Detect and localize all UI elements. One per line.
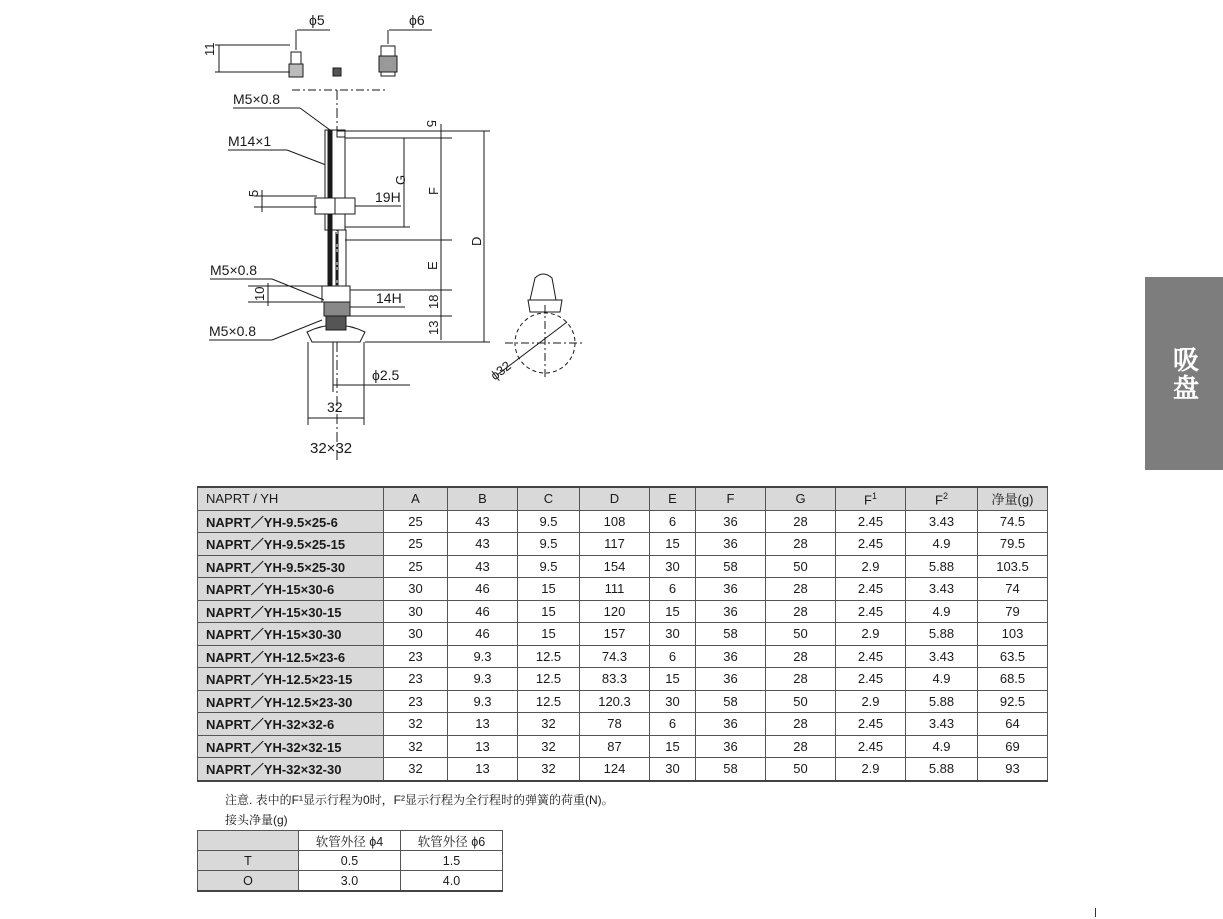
table-cell: 43 (448, 555, 518, 578)
table-cell: 46 (448, 600, 518, 623)
table-cell: 23 (384, 690, 448, 713)
drawing-caption: 32×32 (310, 440, 353, 457)
joint-header-phi6: 软管外径 ϕ6 (401, 831, 503, 851)
table-cell: 79.5 (978, 533, 1048, 556)
table-cell: 50 (766, 555, 836, 578)
table-cell: 43 (448, 510, 518, 533)
joint-weight-table (197, 830, 503, 892)
table-row (198, 758, 1048, 781)
joint-cell: 3.0 (299, 871, 401, 892)
table-cell: 92.5 (978, 690, 1048, 713)
table-cell: 30 (650, 623, 696, 646)
table-cell: 30 (650, 758, 696, 781)
table-cell: 78 (580, 713, 650, 736)
label-32: 32 (327, 399, 343, 415)
table-cell: 58 (696, 758, 766, 781)
model-name-cell: NAPRT／YH-15×30-30 (198, 623, 384, 646)
header-e: E (650, 487, 696, 510)
table-cell: 30 (650, 555, 696, 578)
table-cell: 50 (766, 758, 836, 781)
table-cell: 30 (650, 690, 696, 713)
table-cell: 15 (518, 578, 580, 601)
table-cell: 9.3 (448, 690, 518, 713)
table-cell: 25 (384, 555, 448, 578)
table-cell: 74.5 (978, 510, 1048, 533)
table-cell: 36 (696, 645, 766, 668)
header-b: B (448, 487, 518, 510)
model-name-cell: NAPRT／YH-32×32-15 (198, 735, 384, 758)
table-row (198, 533, 1048, 556)
table-cell: 154 (580, 555, 650, 578)
label-phi6: ϕ6 (409, 12, 425, 28)
table-cell: 2.45 (836, 578, 906, 601)
header-a: A (384, 487, 448, 510)
table-cell: 3.43 (906, 645, 978, 668)
joint-header-blank (198, 831, 299, 851)
table-cell: 5.88 (906, 758, 978, 781)
table-row (198, 851, 503, 871)
table-cell: 15 (650, 668, 696, 691)
table-row (198, 555, 1048, 578)
header-c: C (518, 487, 580, 510)
header-model: NAPRT / YH (198, 487, 384, 510)
table-header-row (198, 487, 1048, 510)
label-f: F (426, 187, 441, 195)
table-cell: 4.9 (906, 735, 978, 758)
table-cell: 3.43 (906, 713, 978, 736)
table-cell: 4.9 (906, 668, 978, 691)
table-cell: 2.9 (836, 623, 906, 646)
label-phi32: ϕ32 (487, 357, 514, 384)
table-cell: 50 (766, 623, 836, 646)
joint-cell: 4.0 (401, 871, 503, 892)
table-row (198, 645, 1048, 668)
label-phi25: ϕ2.5 (372, 367, 400, 383)
table-cell: 36 (696, 510, 766, 533)
table-cell: 58 (696, 623, 766, 646)
table-cell: 2.45 (836, 533, 906, 556)
fitting-phi6 (379, 30, 397, 76)
table-cell: 6 (650, 713, 696, 736)
table-cell: 9.5 (518, 533, 580, 556)
table-cell: 103 (978, 623, 1048, 646)
table-cell: 2.45 (836, 735, 906, 758)
table-cell: 9.5 (518, 510, 580, 533)
table-cell: 2.45 (836, 600, 906, 623)
model-name-cell: NAPRT／YH-12.5×23-30 (198, 690, 384, 713)
table-cell: 64 (978, 713, 1048, 736)
side-tab-suction-cup (1145, 277, 1223, 470)
table-cell: 13 (448, 713, 518, 736)
table-cell: 103.5 (978, 555, 1048, 578)
table-cell: 23 (384, 668, 448, 691)
table-cell: 36 (696, 578, 766, 601)
table-cell: 28 (766, 645, 836, 668)
joint-header-phi4: 软管外径 ϕ4 (299, 831, 401, 851)
label-14h: 14H (376, 290, 402, 306)
table-cell: 30 (384, 623, 448, 646)
table-cell: 12.5 (518, 668, 580, 691)
table-cell: 4.9 (906, 533, 978, 556)
table-cell: 12.5 (518, 690, 580, 713)
table-cell: 36 (696, 600, 766, 623)
table-cell: 79 (978, 600, 1048, 623)
label-5-top: 5 (424, 120, 439, 128)
header-g: G (766, 487, 836, 510)
table-cell: 23 (384, 645, 448, 668)
label-e: E (425, 261, 440, 270)
cup-side-view (497, 274, 585, 380)
header-d: D (580, 487, 650, 510)
table-cell: 157 (580, 623, 650, 646)
table-cell: 12.5 (518, 645, 580, 668)
model-name-cell: NAPRT／YH-32×32-30 (198, 758, 384, 781)
page-marker (1095, 908, 1096, 917)
table-cell: 28 (766, 533, 836, 556)
table-row (198, 690, 1048, 713)
joint-header-row (198, 831, 503, 851)
model-name-cell: NAPRT／YH-12.5×23-15 (198, 668, 384, 691)
header-f2: $F^2$ (906, 487, 978, 510)
table-cell: 2.45 (836, 645, 906, 668)
table-cell: 43 (448, 533, 518, 556)
table-cell: 2.9 (836, 758, 906, 781)
label-10: 10 (252, 286, 267, 301)
table-row (198, 600, 1048, 623)
table-cell: 13 (448, 758, 518, 781)
table-cell: 28 (766, 510, 836, 533)
table-cell: 36 (696, 713, 766, 736)
label-18: 18 (426, 294, 441, 309)
table-cell: 111 (580, 578, 650, 601)
stud-body (307, 130, 365, 342)
table-cell: 32 (518, 758, 580, 781)
table-cell: 108 (580, 510, 650, 533)
table-cell: 87 (580, 735, 650, 758)
label-d: D (469, 236, 484, 246)
table-cell: 2.9 (836, 555, 906, 578)
label-m5-bottom: M5×0.8 (209, 323, 257, 339)
table-cell: 25 (384, 533, 448, 556)
table-row (198, 510, 1048, 533)
table-cell: 36 (696, 735, 766, 758)
table-cell: 2.45 (836, 510, 906, 533)
table-cell: 6 (650, 510, 696, 533)
joint-weight-title: 接头净量(g) (225, 813, 288, 827)
table-cell: 120 (580, 600, 650, 623)
table-cell: 15 (518, 600, 580, 623)
label-5-left: 5 (246, 189, 261, 197)
model-name-cell: NAPRT／YH-9.5×25-30 (198, 555, 384, 578)
header-weight: 净量(g) (978, 487, 1048, 510)
table-cell: 68.5 (978, 668, 1048, 691)
table-cell: 5.88 (906, 555, 978, 578)
technical-drawing (0, 0, 700, 470)
table-cell: 63.5 (978, 645, 1048, 668)
table-row (198, 578, 1048, 601)
side-tab-label: 吸盘 (1168, 345, 1199, 402)
label-11: 11 (202, 42, 217, 56)
table-cell: 9.3 (448, 645, 518, 668)
table-cell: 32 (384, 758, 448, 781)
table-cell: 30 (384, 600, 448, 623)
fitting-phi5 (289, 30, 303, 77)
label-19h: 19H (375, 189, 401, 205)
table-cell: 32 (384, 735, 448, 758)
model-name-cell: NAPRT／YH-15×30-15 (198, 600, 384, 623)
table-cell: 124 (580, 758, 650, 781)
table-cell: 3.43 (906, 578, 978, 601)
table-cell: 69 (978, 735, 1048, 758)
table-row (198, 871, 503, 892)
label-13: 13 (426, 320, 441, 335)
joint-cell: 1.5 (401, 851, 503, 871)
label-m5-top: M5×0.8 (233, 91, 281, 107)
table-cell: 32 (518, 713, 580, 736)
table-cell: 120.3 (580, 690, 650, 713)
model-name-cell: NAPRT／YH-12.5×23-6 (198, 645, 384, 668)
model-name-cell: NAPRT／YH-9.5×25-15 (198, 533, 384, 556)
table-cell: 9.5 (518, 555, 580, 578)
table-cell: 28 (766, 600, 836, 623)
table-cell: 117 (580, 533, 650, 556)
table-cell: 6 (650, 645, 696, 668)
table-cell: 2.45 (836, 668, 906, 691)
table-cell: 2.9 (836, 690, 906, 713)
table-cell: 28 (766, 668, 836, 691)
small-nut (333, 68, 341, 76)
table-cell: 74.3 (580, 645, 650, 668)
table-cell: 3.43 (906, 510, 978, 533)
table-cell: 93 (978, 758, 1048, 781)
joint-row-label: T (198, 851, 299, 871)
table-cell: 58 (696, 555, 766, 578)
table-cell: 2.45 (836, 713, 906, 736)
table-cell: 36 (696, 668, 766, 691)
header-f1: $F^1$ (836, 487, 906, 510)
label-g: G (393, 174, 408, 185)
table-cell: 32 (518, 735, 580, 758)
table-cell: 15 (650, 735, 696, 758)
table-cell: 6 (650, 578, 696, 601)
table-cell: 13 (448, 735, 518, 758)
table-cell: 28 (766, 713, 836, 736)
label-m14: M14×1 (228, 133, 272, 149)
table-cell: 28 (766, 578, 836, 601)
table-cell: 83.3 (580, 668, 650, 691)
table-cell: 9.3 (448, 668, 518, 691)
table-cell: 32 (384, 713, 448, 736)
spec-table (197, 486, 1048, 782)
model-name-cell: NAPRT／YH-32×32-6 (198, 713, 384, 736)
header-f: F (696, 487, 766, 510)
table-row (198, 713, 1048, 736)
table-cell: 36 (696, 533, 766, 556)
table-cell: 30 (384, 578, 448, 601)
table-row (198, 735, 1048, 758)
table-cell: 15 (650, 600, 696, 623)
table-cell: 4.9 (906, 600, 978, 623)
table-cell: 5.88 (906, 623, 978, 646)
table-cell: 15 (650, 533, 696, 556)
table-cell: 46 (448, 623, 518, 646)
table-cell: 46 (448, 578, 518, 601)
table-cell: 5.88 (906, 690, 978, 713)
table-cell: 58 (696, 690, 766, 713)
label-phi5: ϕ5 (309, 12, 325, 28)
table-cell: 50 (766, 690, 836, 713)
table-cell: 74 (978, 578, 1048, 601)
table-cell: 15 (518, 623, 580, 646)
joint-cell: 0.5 (299, 851, 401, 871)
label-m5-mid: M5×0.8 (210, 262, 258, 278)
model-name-cell: NAPRT／YH-9.5×25-6 (198, 510, 384, 533)
table-cell: 25 (384, 510, 448, 533)
table-cell: 28 (766, 735, 836, 758)
joint-row-label: O (198, 871, 299, 892)
table-note: 注意. 表中的F¹显示行程为0时，F²显示行程为全行程时的弹簧的荷重(N)。 (225, 793, 614, 807)
model-name-cell: NAPRT／YH-15×30-6 (198, 578, 384, 601)
table-row (198, 668, 1048, 691)
table-row (198, 623, 1048, 646)
